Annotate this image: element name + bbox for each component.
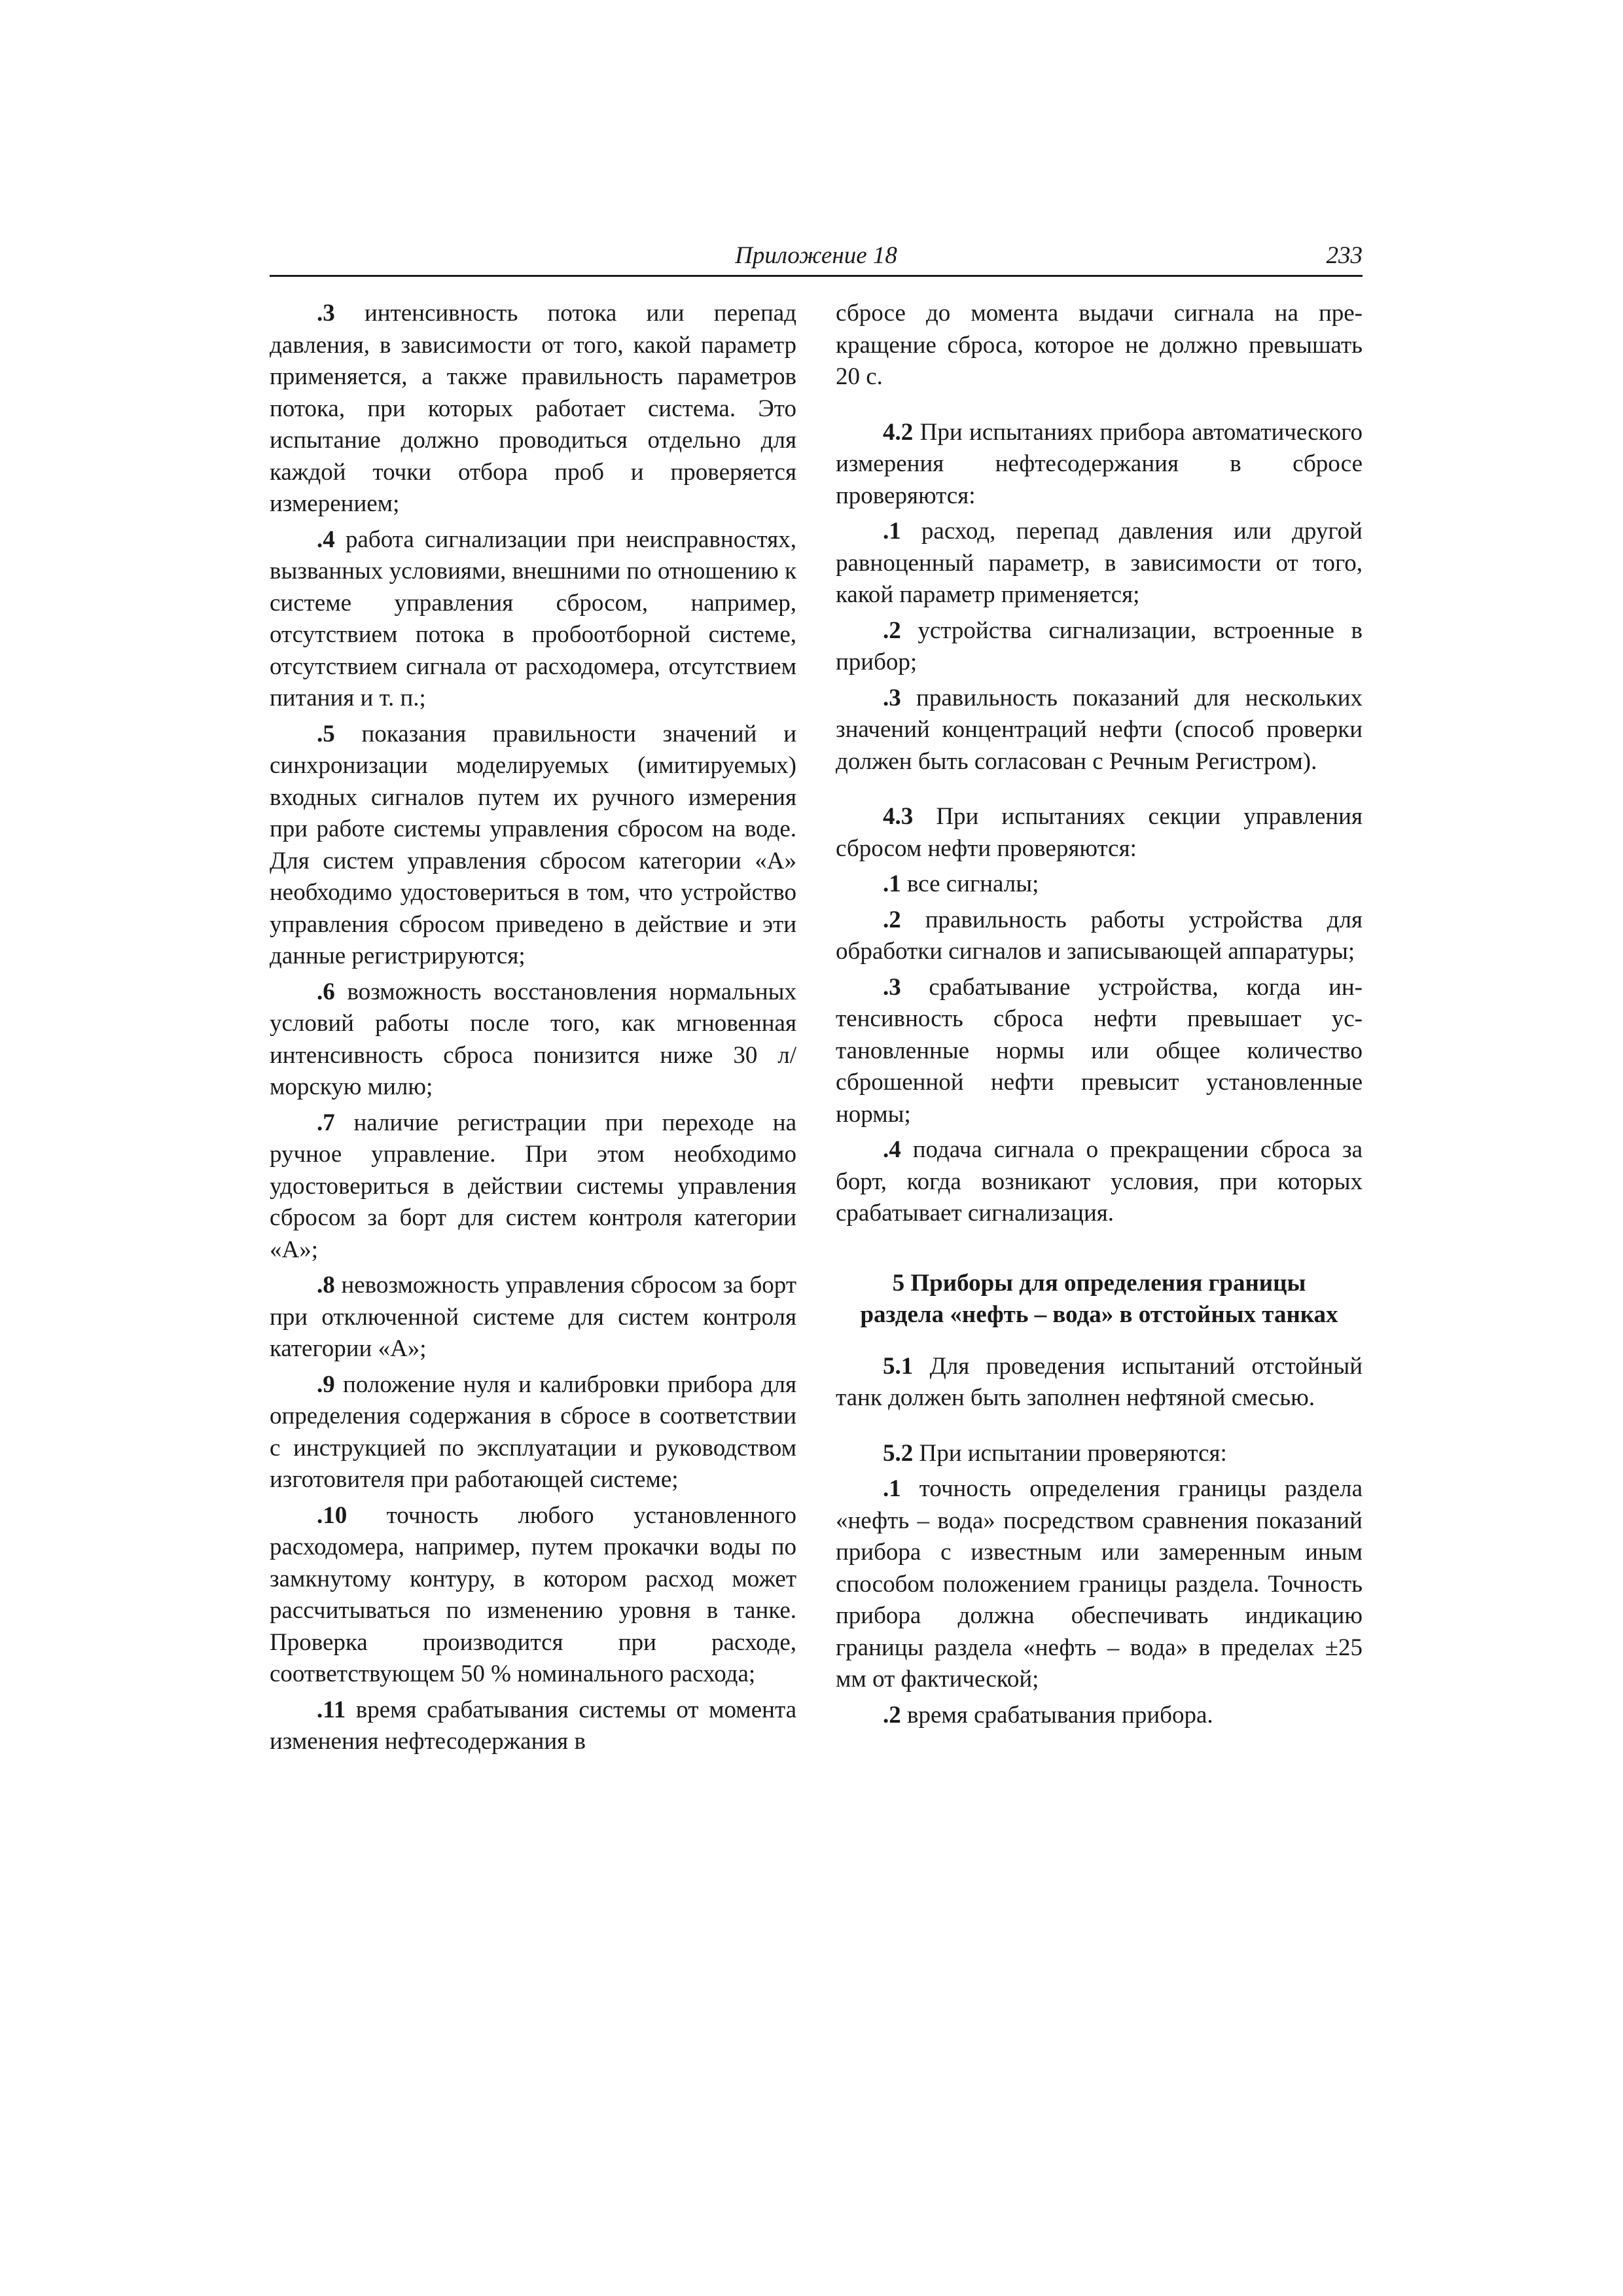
item-text: расход, перепад давления или другой равноценный параметр, в зависимости от того, какой параметр применяется; [836,518,1363,608]
list-item [270,977,796,1103]
item-number: .4 [883,1136,901,1163]
clause-4-2 [836,417,1363,512]
right-column [836,298,1363,1735]
clause-5-2 [836,1438,1363,1470]
item-number: .3 [883,973,901,1001]
item-number: .11 [317,1696,346,1723]
item-text: устройства сигнализации, встроенные в прибор; [836,617,1363,675]
list-item [836,1473,1363,1696]
list-item [836,905,1363,968]
clause-number: 4.2 [883,418,914,446]
list-item [836,1134,1363,1230]
list-item [270,1695,796,1758]
item-text: невозможность управления сбросом за борт при отключенной системе для систем контроля категории «А»; [270,1272,796,1362]
item-number: .1 [883,518,901,545]
list-item [836,615,1363,679]
clause-5-1 [836,1351,1363,1414]
item-number: .1 [883,870,901,897]
page-header [270,239,1363,276]
item-number: .3 [883,684,901,711]
list-item [270,298,796,520]
list-item [270,1369,796,1496]
item-text: правильность работы устройства для обработки сигналов и записывающей аппаратуры; [836,906,1363,965]
item-text: интенсивность потока или перепад давления, в зависимости от того, какой параметр применяется, а также правильность параметров потока, при которых работает система. Это испытание должно проводиться отдельно для каждой точки отбора проб и проверяется измерением; [270,300,796,517]
section-heading-line: 5 Приборы для определения границы [892,1269,1306,1297]
item-number: .4 [317,526,335,553]
section-heading [836,1268,1363,1331]
item-text: наличие регистрации при переходе на ручное управление. При этом необходимо удостовериться в действии системы управления сбросом за борт для систем контроля категории «А»; [270,1109,796,1263]
list-item [836,683,1363,778]
item-number: .2 [883,1701,901,1729]
header-rule [270,275,1363,277]
clause-text: При испытании проверяются: [913,1439,1227,1467]
item-number: .6 [317,978,335,1005]
list-item [836,869,1363,901]
list-item [270,524,796,715]
clause-number: 4.3 [883,803,914,830]
list-item [836,972,1363,1131]
item-text: время срабатывания прибора. [901,1701,1213,1729]
clause-text: Для проведения испытаний отстойный танк должен быть заполнен нефтяной смесью. [836,1352,1363,1411]
item-number: .1 [883,1475,901,1502]
item-text: подача сигнала о прекращении сброса за борт, когда возникают условия, при которых срабатывает сигнализация. [836,1136,1363,1227]
list-item [270,1270,796,1365]
item-number: .9 [317,1371,335,1398]
list-item [270,719,796,973]
item-text: возможность восстановления нормальных условий работы после того, как мгновенная интенсивность сброса понизится ниже 30 л/морскую милю; [270,978,796,1100]
item-text: время срабатывания системы от момента изменения нефтесодержания в [270,1696,796,1755]
continuation-paragraph: сбросе до момента выдачи сигнала на прекращение сброса, которое не должно превышать 20 с. [836,300,1363,390]
list-item [270,1500,796,1691]
list-item [270,1107,796,1266]
item-text: все сигналы; [901,870,1039,897]
list-item [836,1700,1363,1732]
item-text: положение нуля и калибровки прибора для определения содержания в сбросе в соответствии с инструкцией по эксплуатации и руководством изготовителя при работающей системе; [270,1371,796,1493]
item-number: .10 [317,1501,348,1529]
item-text: работа сигнализации при неисправностях, вызванных условиями, внешними по отношению к системе управления сбросом, например, отсутствием потока в пробоотборной системе, отсутствием сигнала от расходомера, отсутствием питания и т. п.; [270,526,796,711]
item-text: правильность показаний для нескольких значений концентраций нефти (способ проверки должен быть согласован с Речным Регистром). [836,684,1363,775]
item-number: .2 [883,906,901,933]
item-text: точность определения границы раздела «нефть – вода» посредством сравнения показаний прибора с известным или замеренным иным способом положением границы раздела. Точность прибора должна обеспечивать индикацию границы раздела «нефть – вода» в пределах ±25 мм от фактической; [836,1475,1363,1693]
item-number: .8 [317,1272,335,1299]
item-text: показания правильности значений и синхронизации моделируемых (имитируемых) входных сигналов путем их ручного измерения при работе системы управления сбросом на воде. Для систем управления сбросом категории «А» необходимо удостовериться в том, что устройство управления сбросом приведено в действие и эти данные регистрируются; [270,720,796,969]
item-number: .3 [317,300,335,327]
clause-4-3 [836,801,1363,865]
item-text: точность любого установленного расходомера, например, путем прокачки воды по замкнутому контуру, в котором расход может рассчитываться по изменению уровня в танке. Проверка производится при расходе, соответствующем 50 % номинального расхода; [270,1501,796,1687]
left-column [270,298,796,1762]
item-text: срабатывание устройства, когда интенсивность сброса нефти превышает установленные нормы или общее количество сброшенной нефти превысит установленные нормы; [836,973,1363,1128]
section-heading-line: раздела «нефть – вода» в отстойных танках [860,1301,1338,1328]
running-title: Приложение 18 [735,242,897,269]
page-number: 233 [1326,242,1363,269]
clause-text: При испытаниях секции управления сбросом нефти проверяются: [836,803,1363,862]
clause-number: 5.2 [883,1439,914,1467]
clause-number: 5.1 [883,1352,914,1380]
item-number: .5 [317,720,335,747]
clause-text: При испытаниях прибора автоматического измерения нефтесодержания в сбросе проверяются: [836,418,1363,509]
item-number: .7 [317,1109,335,1136]
item-number: .2 [883,617,901,644]
list-item [836,516,1363,611]
